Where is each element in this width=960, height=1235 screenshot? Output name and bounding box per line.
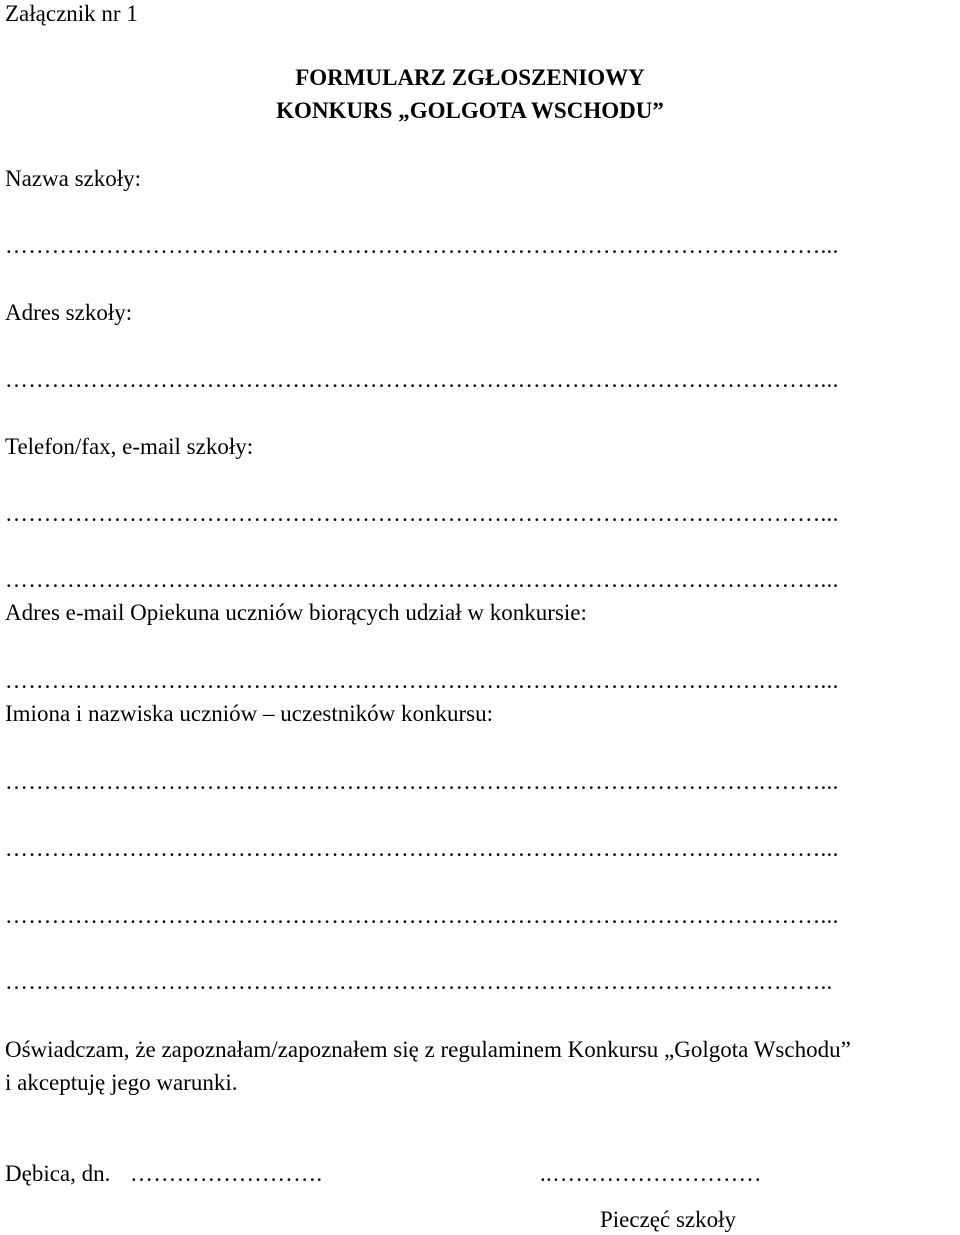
school-name-field[interactable]: ……………………………………………………………………………………………...	[5, 233, 839, 258]
school-contact-label: Telefon/fax, e-mail szkoły:	[5, 434, 254, 459]
participant-line-1[interactable]: ……………………………………………………………………………………………...	[5, 769, 839, 794]
contest-title: KONKURS „GOLGOTA WSCHODU”	[276, 98, 664, 123]
participant-line-3[interactable]: ……………………………………………………………………………………………...	[5, 903, 839, 928]
participant-line-2[interactable]: ……………………………………………………………………………………………...	[5, 836, 839, 861]
form-title: FORMULARZ ZGŁOSZENIOWY	[295, 65, 645, 90]
stamp-label: Pieczęć szkoły	[600, 1207, 737, 1232]
declaration-line-1: Oświadczam, że zapoznałam/zapoznałem się z regulaminem Konkursu „Golgota Wschodu”	[5, 1037, 851, 1062]
participant-line-4[interactable]: ……………………………………………………………………………………………..	[5, 969, 833, 994]
teacher-email-field[interactable]: ……………………………………………………………………………………………...	[5, 668, 839, 693]
school-address-label: Adres szkoły:	[5, 300, 133, 325]
place-date-label: Dębica, dn.	[5, 1161, 111, 1186]
date-field[interactable]: …………………….	[130, 1161, 323, 1186]
school-address-field[interactable]: ……………………………………………………………………………………………...	[5, 367, 839, 392]
attachment-label: Załącznik nr 1	[5, 1, 138, 26]
stamp-field[interactable]: ..………………………	[540, 1161, 762, 1186]
teacher-email-label: Adres e-mail Opiekuna uczniów biorących udział w konkursie:	[5, 600, 587, 625]
participants-label: Imiona i nazwiska uczniów – uczestników konkursu:	[5, 701, 493, 726]
declaration-line-2: i akceptuję jego warunki.	[5, 1070, 238, 1095]
school-contact-field-2[interactable]: ……………………………………………………………………………………………...	[5, 567, 839, 592]
school-contact-field[interactable]: ……………………………………………………………………………………………...	[5, 501, 839, 526]
school-name-label: Nazwa szkoły:	[5, 166, 142, 191]
